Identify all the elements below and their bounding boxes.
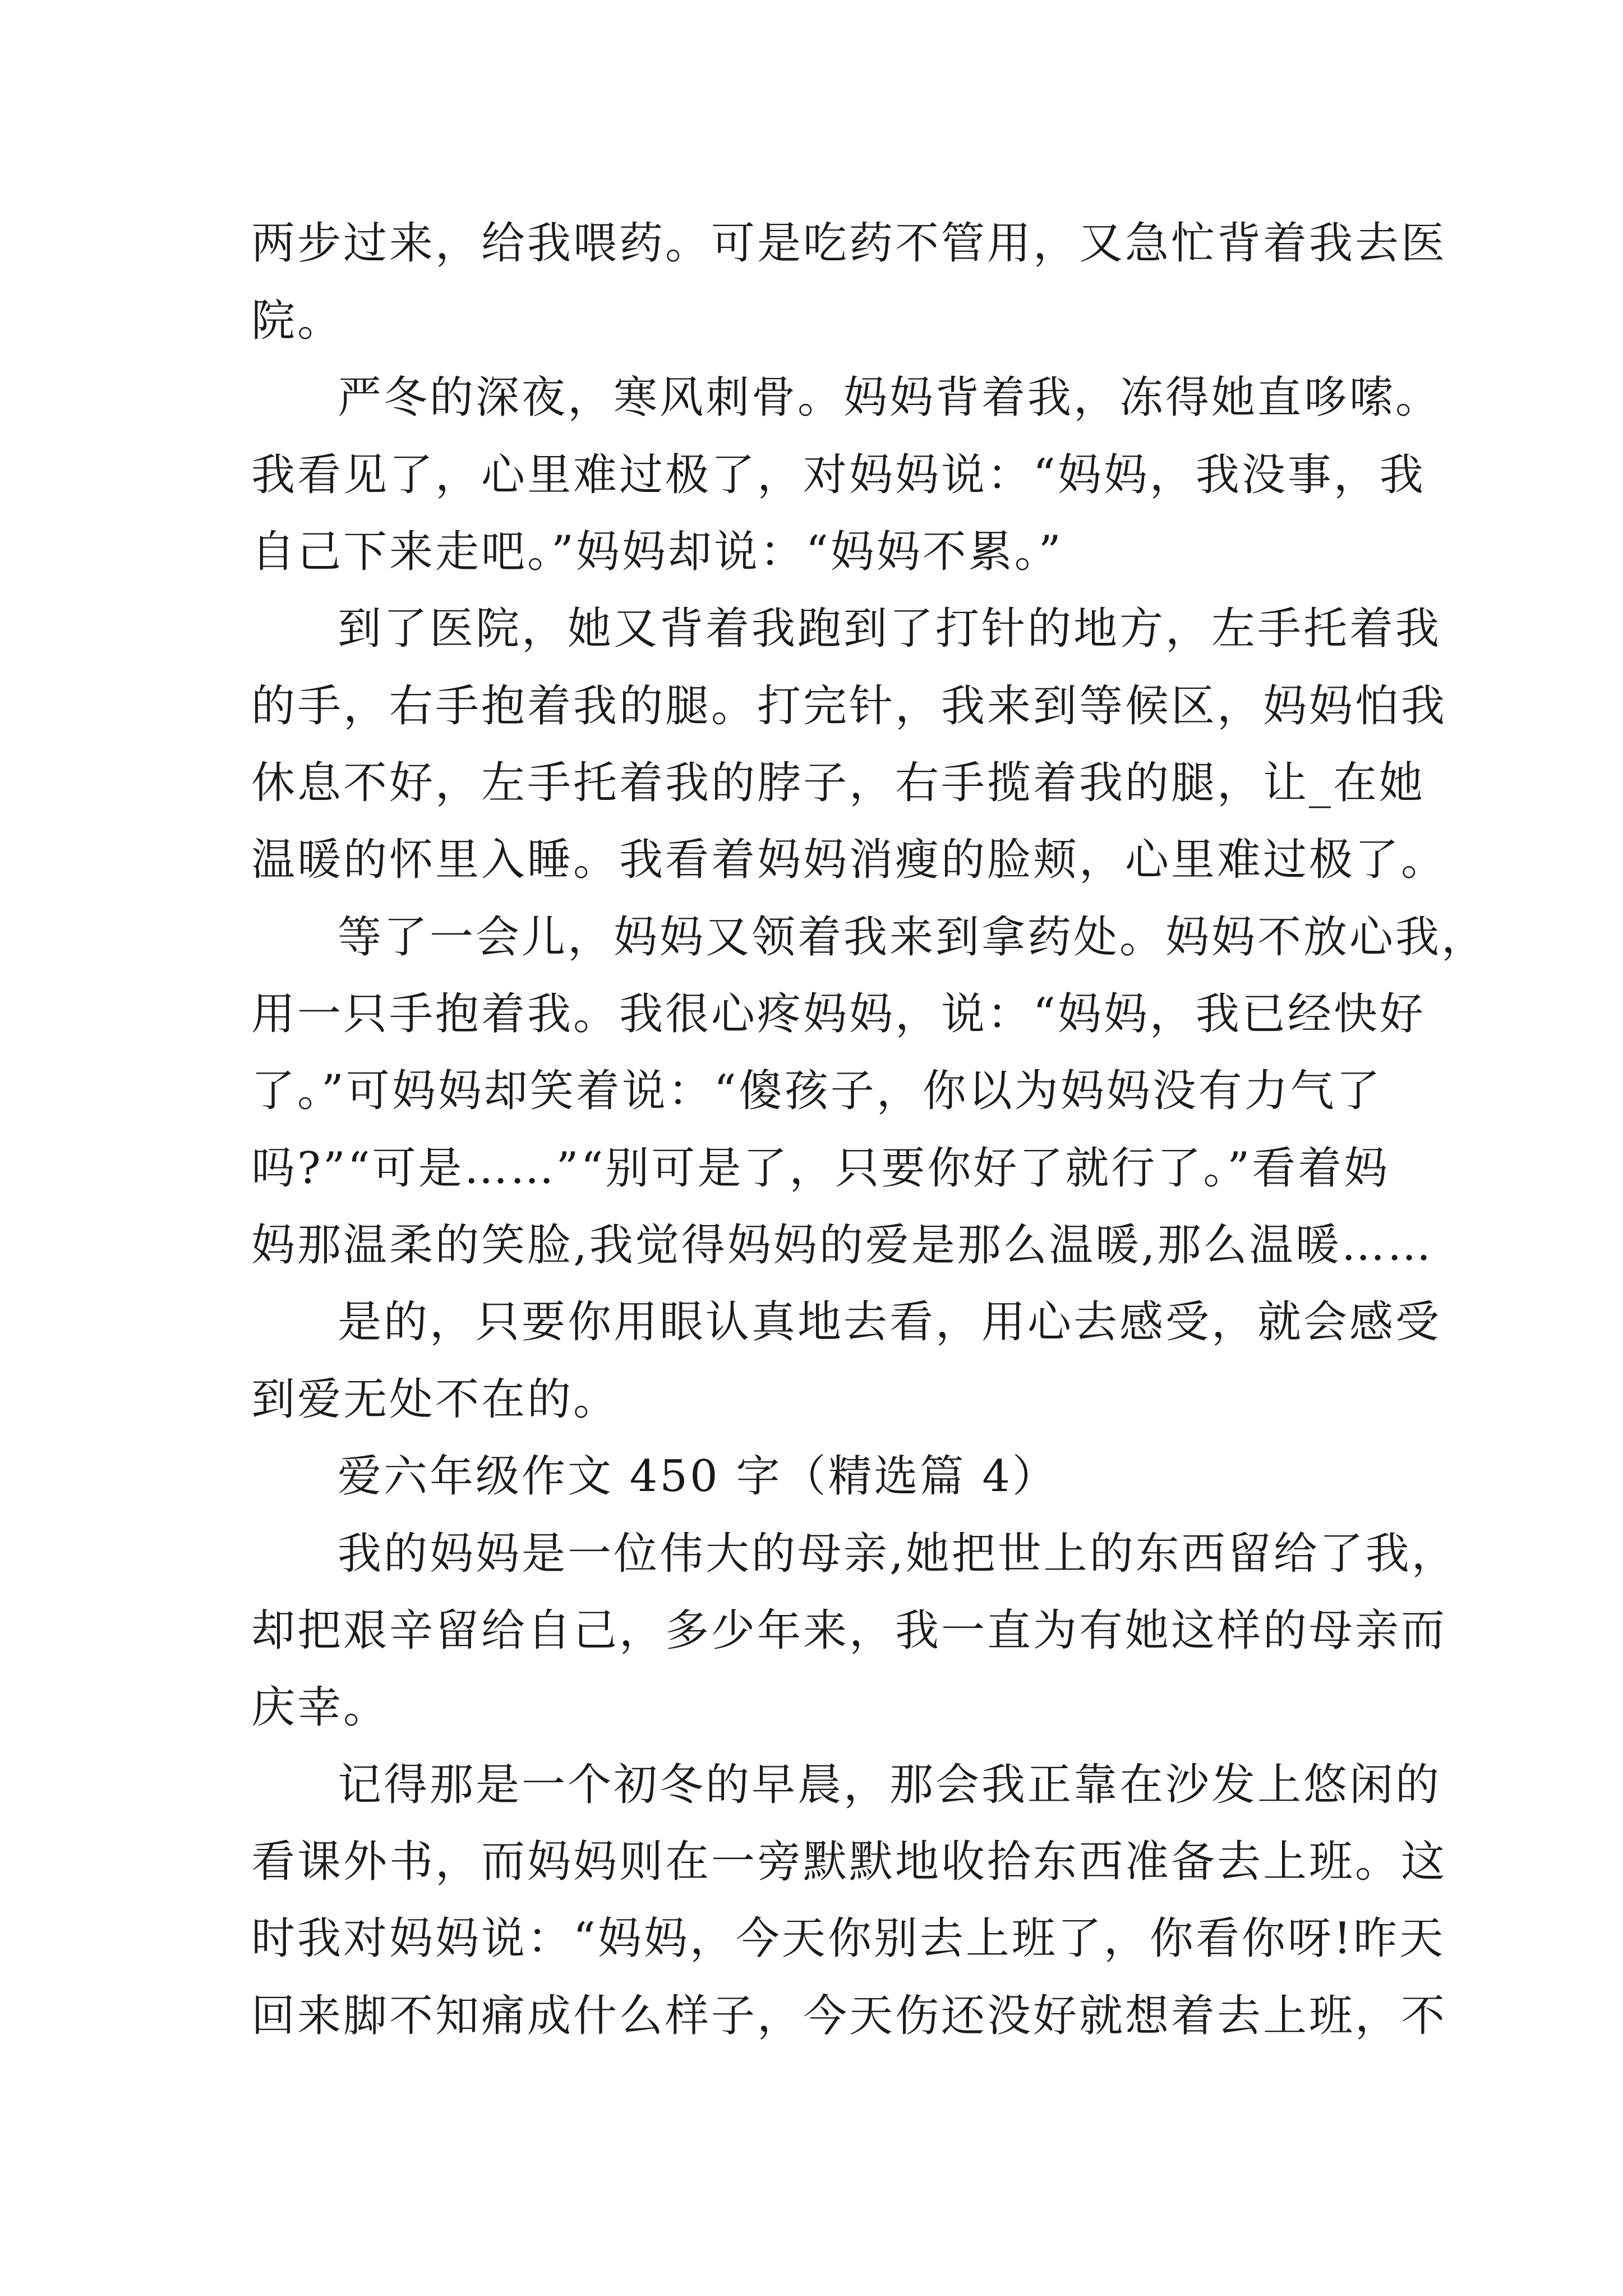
text-line: 两步过来，给我喂药。可是吃药不管用，又急忙背着我去医 [251, 218, 1447, 269]
paragraph-start: 严冬的深夜，寒风刺骨。妈妈背着我，冻得她直哆嗦。 [338, 372, 1442, 423]
text-line: 时我对妈妈说：“妈妈，今天你别去上班了，你看你呀!昨天 [251, 1913, 1446, 1964]
text-line: 却把艰辛留给自己，多少年来，我一直为有她这样的母亲而 [251, 1605, 1447, 1656]
text-line: 自己下来走吧。”妈妈却说：“妈妈不累。” [251, 527, 1063, 577]
section-heading: 爱六年级作文 450 字（精选篇 4） [338, 1451, 1058, 1502]
text-line: 用一只手抱着我。我很心疼妈妈，说：“妈妈，我已经快好 [251, 989, 1426, 1039]
text-line: 回来脚不知痛成什么样子，今天伤还没好就想着去上班，不 [251, 1991, 1447, 2041]
text-line: 我看见了，心里难过极了，对妈妈说：“妈妈，我没事，我 [251, 450, 1426, 500]
text-line: 看课外书，而妈妈则在一旁默默地收拾东西准备去上班。这 [251, 1837, 1447, 1887]
text-line: 休息不好，左手托着我的脖子，右手揽着我的腿，让_在她 [251, 758, 1426, 808]
paragraph-start: 是的，只要你用眼认真地去看，用心去感受，就会感受 [338, 1297, 1442, 1347]
paragraph-start: 等了一会儿，妈妈又领着我来到拿药处。妈妈不放心我， [338, 912, 1488, 963]
text-line: 吗?”“可是……”“别可是了，只要你好了就行了。”看着妈 [251, 1143, 1390, 1194]
paragraph-start: 记得那是一个初冬的早晨，那会我正靠在沙发上悠闲的 [338, 1760, 1442, 1810]
text-line: 庆幸。 [251, 1682, 390, 1733]
text-line: 院。 [251, 296, 344, 346]
paragraph-start: 到了医院，她又背着我跑到了打针的地方，左手托着我 [338, 604, 1442, 654]
text-line: 的手，右手抱着我的腿。打完针，我来到等候区，妈妈怕我 [251, 681, 1447, 731]
text-line: 到爱无处不在的。 [251, 1374, 620, 1425]
paragraph-start: 我的妈妈是一位伟大的母亲,她把世上的东西留给了我， [338, 1529, 1458, 1579]
text-line: 温暖的怀里入睡。我看着妈妈消瘦的脸颊，心里难过极了。 [251, 835, 1447, 885]
text-line: 妈那温柔的笑脸,我觉得妈妈的爱是那么温暖,那么温暖…… [251, 1220, 1433, 1271]
text-line: 了。”可妈妈却笑着说：“傻孩子，你以为妈妈没有力气了 [251, 1066, 1382, 1116]
